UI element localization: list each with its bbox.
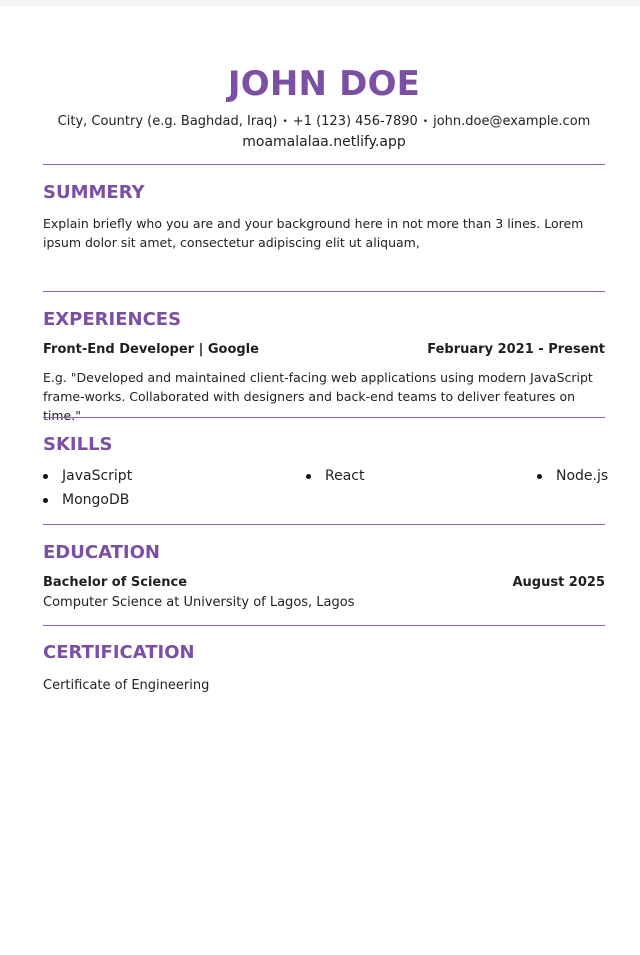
email-link[interactable]: john.doe@example.com <box>433 114 591 129</box>
education-header <box>43 575 605 590</box>
experience-period: February 2021 - Present <box>427 342 605 357</box>
divider <box>43 524 605 525</box>
experience-description: E.g. "Developed and maintained client-facing web applications using modern JavaScript frame-works. Collaborated with designers and back-end teams to deliver features on time." <box>43 370 593 423</box>
section-title-certification: CERTIFICATION <box>43 642 195 663</box>
bullet-icon <box>43 498 48 503</box>
bullet-icon <box>43 474 48 479</box>
resume-name: JOHN DOE <box>227 64 421 104</box>
section-title-summary: SUMMERY <box>43 182 145 203</box>
skill-label: JavaScript <box>62 468 133 484</box>
location-text: City, Country (e.g. Baghdad, Iraq) <box>57 114 278 129</box>
section-title-education: EDUCATION <box>43 542 160 563</box>
experience-role: Front-End Developer | Google <box>43 342 259 357</box>
bullet-icon <box>306 474 311 479</box>
divider <box>43 625 605 626</box>
website-link[interactable]: moamalalaa.netlify.app <box>242 134 406 150</box>
separator-dot: • <box>282 116 288 127</box>
skill-label: React <box>325 468 365 484</box>
education-degree: Bachelor of Science <box>43 575 188 590</box>
skill-item <box>43 468 132 484</box>
skill-item <box>43 492 129 508</box>
divider <box>43 417 605 418</box>
skill-label: MongoDB <box>62 492 130 508</box>
phone-text: +1 (123) 456-7890 <box>292 114 418 129</box>
resume-page <box>0 6 640 955</box>
separator-dot: • <box>422 116 429 127</box>
section-title-experiences: EXPERIENCES <box>43 309 182 330</box>
experience-header <box>43 342 605 357</box>
skill-item <box>537 468 608 484</box>
summary-text: Explain briefly who you are and your background here in not more than 3 lines. Lorem ipsum dolor sit amet, consectetur adipiscing elit ut aliquam, <box>43 216 584 250</box>
divider <box>43 164 605 165</box>
skill-label: Node.js <box>556 468 609 484</box>
bullet-icon <box>537 474 542 479</box>
skill-item <box>306 468 364 484</box>
education-date: August 2025 <box>512 575 605 590</box>
education-institution: Computer Science at University of Lagos, Lagos <box>43 595 355 610</box>
contact-line <box>43 114 605 129</box>
section-title-skills: SKILLS <box>43 434 113 455</box>
divider <box>43 291 605 292</box>
certification-item: Certificate of Engineering <box>43 678 210 693</box>
